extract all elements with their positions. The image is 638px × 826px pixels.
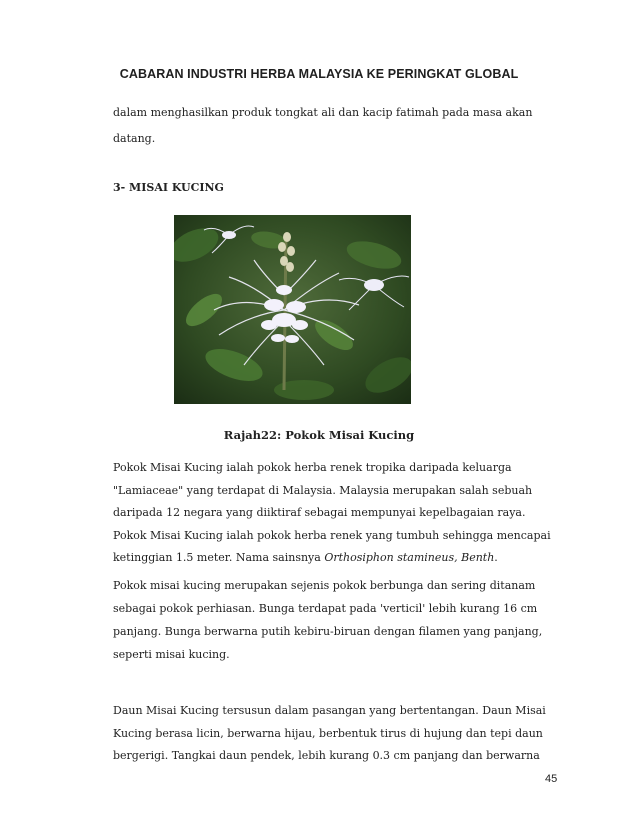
scientific-name: Orthosiphon stamineus, Benth (324, 551, 495, 564)
page-number: 45 (545, 773, 558, 785)
paragraph-leaves: Daun Misai Kucing tersusun dalam pasangan yang bertentangan. Daun Misai Kucing berasa licin, berwarna hijau, berbentuk tirus di hujung dan tepi daun bergerigi. Tangkai daun pendek, lebih kurang 0.3 cm panjang dan berwarna (113, 704, 546, 762)
misai-kucing-photo (174, 215, 411, 404)
section-heading: 3- MISAI KUCING (113, 181, 224, 194)
paragraph-description-text: Pokok Misai Kucing ialah pokok herba renek tropika daripada keluarga "Lamiaceae" yang terdapat di Malaysia. Malaysia merupakan salah sebuah daripada 12 negara yang diiktiraf sebagai mempunyai kepelbagaian raya. Pokok Misai Kucing ialah pokok herba renek yang tumbuh sehingga mencapai ketinggian 1.5 meter. Nama sainsnya (113, 461, 551, 564)
paragraph-flower: Pokok misai kucing merupakan sejenis pokok berbunga dan sering ditanam sebagai pokok perhiasan. Bunga terdapat pada 'verticil' lebih kurang 16 cm panjang. Bunga berwarna putih kebiru-biruan dengan filamen yang panjang, seperti misai kucing. (113, 579, 543, 661)
paragraph-description (113, 457, 558, 570)
paragraph-intro: dalam menghasilkan produk tongkat ali dan kacip fatimah pada masa akan datang. (113, 106, 533, 145)
paragraph-description-end: . (494, 551, 498, 564)
running-header: CABARAN INDUSTRI HERBA MALAYSIA KE PERINGKAT GLOBAL (119, 67, 519, 81)
figure-caption: Rajah22: Pokok Misai Kucing (223, 428, 415, 442)
